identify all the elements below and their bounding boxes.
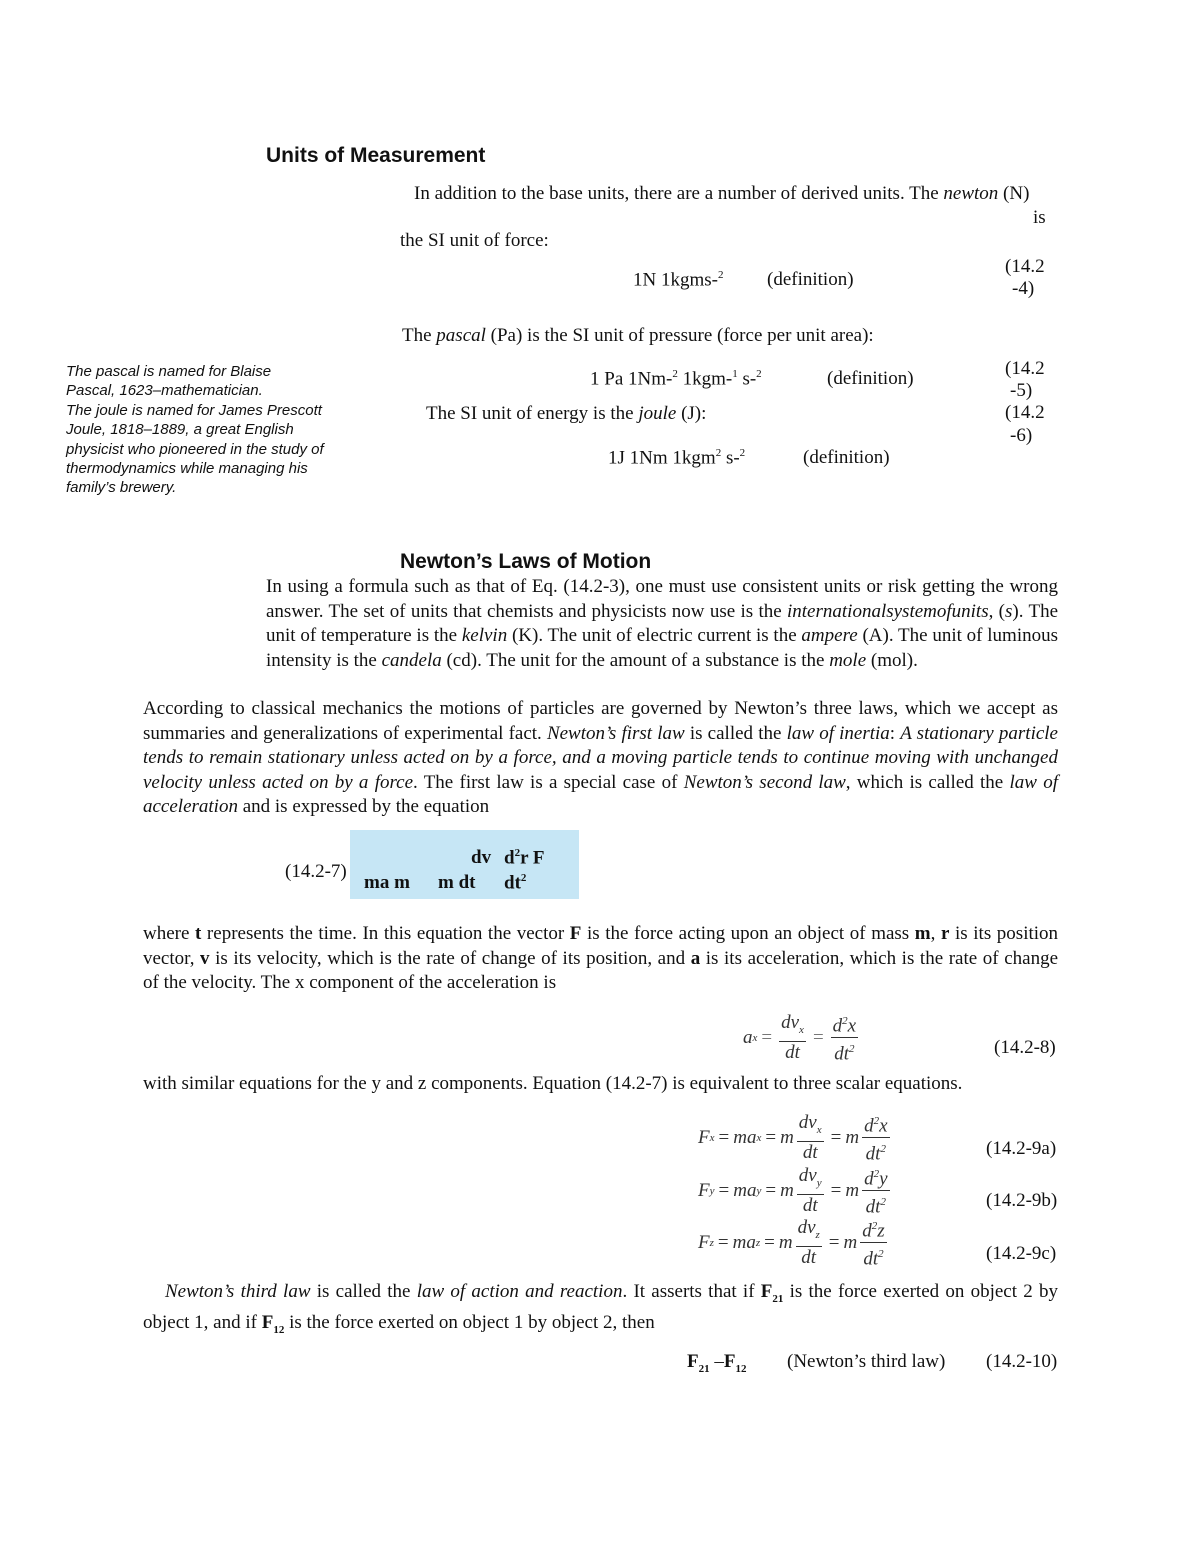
margin-note-line: Joule, 1818–1889, a great English bbox=[66, 421, 294, 439]
equation-note: (definition) bbox=[827, 368, 914, 389]
equation-second-law-top: $d^2r$ F bbox=[504, 847, 545, 869]
equation-second-law-top: dv bbox=[471, 847, 492, 868]
equation-number: (14.2-9b) bbox=[986, 1190, 1058, 1211]
equation-pascal-definition: 1 Pa 1Nm-$^2$ 1kgm-$^1$ s-$^2$ bbox=[590, 368, 762, 390]
equation-number: (14.2 bbox=[1005, 358, 1045, 379]
paragraph-third-law: Newton’s third law is called the law of action and reaction. It asserts that if $F_{21}$ is the force exerted on object 2 by object 1, and if $F_{12}$ is the force exerted on object 1 by object 2, then bbox=[143, 1281, 1058, 1337]
paragraph-scalar: with similar equations for the y and z components. Equation (14.2-7) is equivalent to three scalar equations. bbox=[143, 1073, 963, 1094]
equation-force-y: F y = ma y = m $\frac{dv_y}{dt}$ = m $\frac{d^2y}{dt^2}$ bbox=[698, 1164, 888, 1218]
equation-number-cont: -4) bbox=[1012, 278, 1035, 299]
equation-note: (Newton’s third law) bbox=[787, 1351, 946, 1372]
equation-number: (14.2-9a) bbox=[986, 1138, 1057, 1159]
margin-note bbox=[66, 362, 366, 498]
equation-second-law-bottom: $dt^2$ bbox=[504, 872, 527, 894]
equation-number: (14.2-7) bbox=[285, 861, 347, 882]
equation-second-law-bottom: m dt bbox=[438, 872, 476, 893]
equation-force-x: F x = ma x = m $\frac{dv_x}{dt}$ = m $\frac{d^2x}{dt^2}$ bbox=[698, 1111, 888, 1165]
margin-note-line: Pascal, 1623–mathematician. bbox=[66, 382, 263, 400]
equation-acceleration-x: a x = $\frac{dv_x}{dt}$ = $\frac{d^2x}{dt^2}$ bbox=[743, 1011, 857, 1065]
margin-note-line: physicist who pioneered in the study of bbox=[66, 440, 324, 458]
pascal-line: The pascal (Pa) is the SI unit of pressure (force per unit area): bbox=[402, 325, 874, 346]
equation-number: (14.2 bbox=[1005, 256, 1045, 277]
equation-third-law: $F_{21}$ $-F_{12}$ bbox=[687, 1351, 747, 1375]
equation-number: (14.2-9c) bbox=[986, 1243, 1057, 1264]
intro-is: is bbox=[1033, 207, 1046, 228]
equation-second-law-bottom: ma m bbox=[364, 872, 410, 893]
margin-note-line: The joule is named for James Prescott bbox=[66, 401, 322, 419]
equation-force-z: F z = ma z = m $\frac{dv_z}{dt}$ = m $\frac{d^2z}{dt^2}$ bbox=[698, 1216, 885, 1270]
equation-newton-definition: 1N 1kgms-$^2$ bbox=[633, 269, 724, 291]
equation-number: (14.2-8) bbox=[994, 1037, 1056, 1058]
equation-note: (definition) bbox=[803, 447, 890, 468]
intro-line: In addition to the base units, there are a number of derived units. The newton (N) bbox=[414, 183, 1030, 204]
equation-number: (14.2-10) bbox=[986, 1351, 1058, 1372]
paragraph-units: In using a formula such as that of Eq. (14.2-3), one must use consistent units or risk getting the wrong answer. The set of units that chemists and physicists now use is the internationalsystemofunits, (s). The unit of temperature is the kelvin (K). The unit of electric current is the ampere (A). The unit of luminous intensity is the candela (cd). The unit for the amount of a substance is the mole (mol). bbox=[266, 576, 1059, 671]
equation-number-cont: -6) bbox=[1010, 425, 1033, 446]
section-heading-newton: Newton’s Laws of Motion bbox=[400, 550, 652, 573]
paragraph-definitions: where t represents the time. In this equation the vector F is the force acting upon an object of mass m, r is its position vector, v is its velocity, which is the rate of change of its position, and a is its acceleration, which is the rate of change of the velocity. The x component of the acceleration is bbox=[143, 923, 1059, 993]
equation-joule-definition: 1J 1Nm 1kgm$^2$ s-$^2$ bbox=[608, 447, 746, 469]
section-heading-units: Units of Measurement bbox=[266, 144, 486, 167]
margin-note-line: family’s brewery. bbox=[66, 479, 177, 497]
intro-line-2: the SI unit of force: bbox=[400, 230, 549, 251]
equation-note: (definition) bbox=[767, 269, 854, 290]
margin-note-line: The pascal is named for Blaise bbox=[66, 363, 272, 380]
energy-line: The SI unit of energy is the joule (J): bbox=[426, 403, 707, 424]
equation-number: (14.2 bbox=[1005, 402, 1045, 423]
equation-number-cont: -5) bbox=[1010, 380, 1033, 401]
paragraph-newton-laws: According to classical mechanics the motions of particles are governed by Newton’s three laws, which we accept as summaries and generalizations of experimental fact. Newton’s first law is called the law of inertia: A stationary particle tends to remain stationary unless acted on by a force, and a moving particle tends to continue moving with unchanged velocity unless acted on by a force. The first law is a special case of Newton’s second law, which is called the law of acceleration and is expressed by the equation bbox=[143, 698, 1058, 817]
margin-note-line: thermodynamics while managing his bbox=[66, 460, 308, 478]
